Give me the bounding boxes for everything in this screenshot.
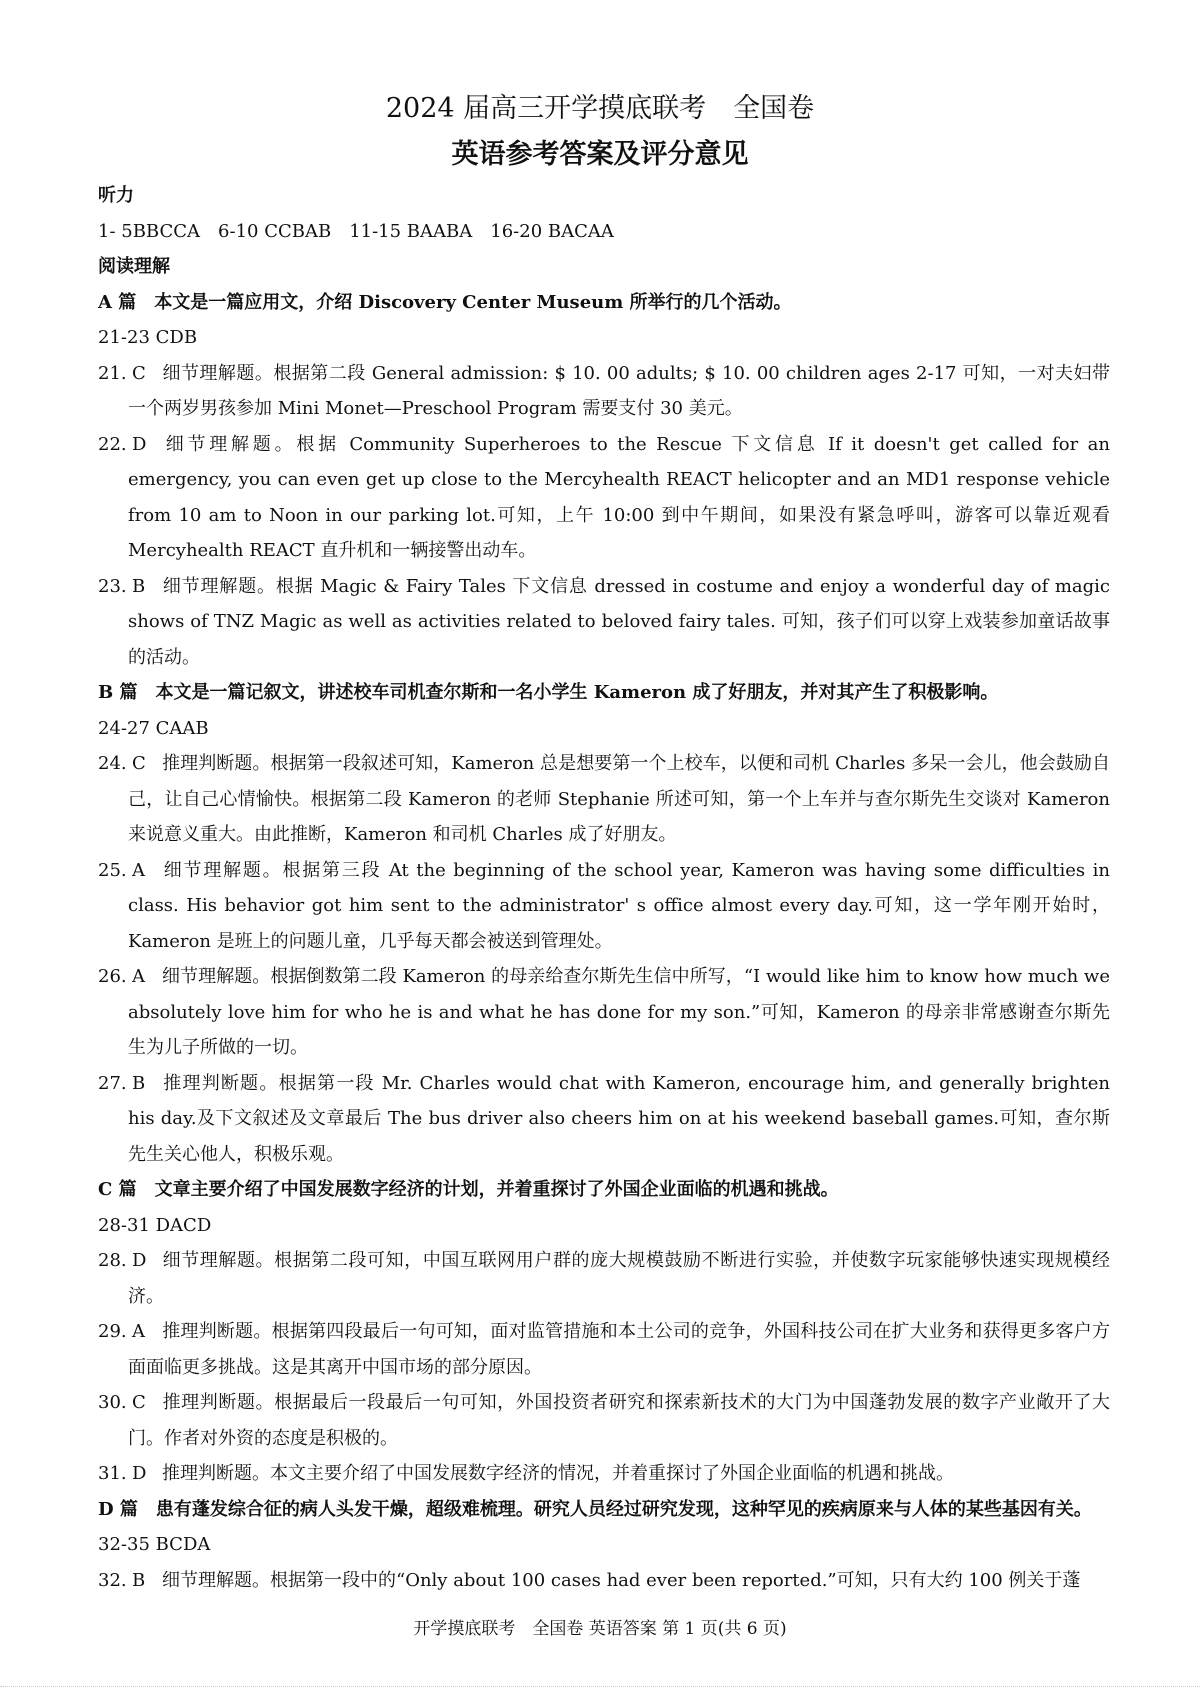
question-number: 26.: [98, 966, 127, 987]
answer-item-23: [98, 569, 1110, 676]
question-answer: A: [132, 859, 145, 881]
question-answer: D: [132, 1463, 147, 1484]
question-number: 29.: [98, 1321, 127, 1342]
question-number: 22.: [98, 433, 127, 455]
listening-answers: 1- 5BBCCA 6-10 CCBAB 11-15 BAABA 16-20 BACAA: [98, 220, 614, 242]
question-number: 25.: [98, 859, 127, 881]
answer-explanation: 推理判断题。根据第四段最后一句可知，面对监管措施和本土公司的竞争，外国科技公司在扩大业务和获得更多客户方面面临更多挑战。这是其离开中国市场的部分原因。: [128, 1321, 1110, 1378]
question-answer: C: [132, 1392, 146, 1413]
answer-explanation: 推理判断题。根据第一段叙述可知，Kameron 总是想要第一个上校车，以便和司机 Charles 多呆一会儿，他会鼓励自己，让自己心情愉快。根据第二段 Kameron 的老师 Stephanie 所述可知，第一个上车并与查尔斯先生交谈对 Kameron 来说意义重大。由此推断，Kameron 和司机 Charles 成了好朋友。: [128, 753, 1110, 845]
question-answer: D: [132, 433, 147, 455]
question-number: 23.: [98, 575, 127, 597]
answer-item-26: [98, 959, 1110, 1066]
answer-item-21: [98, 356, 1110, 427]
page-title: 2024 届高三开学摸底联考 全国卷: [385, 93, 815, 124]
answer-item-32: [98, 1563, 1110, 1599]
answer-explanation: 细节理解题。根据倒数第二段 Kameron 的母亲给查尔斯先生信中所写，“I would like him to know how much we absolutely love him for who he is and what he has done for my son.”可知，Kameron 的母亲非常感谢查尔斯先生为儿子所做的一切。: [128, 966, 1110, 1058]
answer-explanation: 细节理解题。根据 Magic & Fairy Tales 下文信息 dressed in costume and enjoy a wonderful day of magic shows of TNZ Magic as well as activities related to beloved fairy tales. 可知，孩子们可以穿上戏装参加童话故事的活动。: [128, 575, 1111, 668]
divider: [0, 1686, 1200, 1688]
question-answer: A: [132, 1321, 145, 1342]
question-number: 30.: [98, 1392, 127, 1413]
question-answer: B: [132, 1072, 146, 1094]
answer-item-29: [98, 1314, 1110, 1385]
section-heading-listening: 听力: [98, 185, 134, 206]
answer-explanation: 推理判断题。本文主要介绍了中国发展数字经济的情况，并着重探讨了外国企业面临的机遇和挑战。: [162, 1463, 954, 1484]
section-heading-reading: 阅读理解: [98, 256, 170, 277]
answer-item-24: [98, 746, 1110, 853]
passage-b-intro: B 篇 本文是一篇记叙文，讲述校车司机查尔斯和一名小学生 Kameron 成了好朋友，并对其产生了积极影响。: [98, 682, 999, 703]
answer-explanation: 细节理解题。根据第三段 At the beginning of the school year, Kameron was having some difficulties in class. His behavior got him sent to the administrator' s office almost every day.可知，这一学年刚开始时，Kameron 是班上的问题儿童，几乎每天都会被送到管理处。: [128, 859, 1110, 952]
answer-item-31: [98, 1456, 1110, 1492]
answer-item-27: [98, 1066, 1110, 1173]
answer-explanation: 推理判断题。根据最后一段最后一句可知，外国投资者研究和探索新技术的大门为中国蓬勃发展的数字产业敞开了大门。作者对外资的态度是积极的。: [128, 1392, 1110, 1449]
answer-explanation: 细节理解题。根据第二段 General admission: $ 10. 00 adults; $ 10. 00 children ages 2-17 可知，一对夫妇带一个两岁男孩参加 Mini Monet—Preschool Program 需要支付 30 美元。: [128, 362, 1110, 419]
question-answer: B: [132, 575, 146, 597]
passage-c-intro: C 篇 文章主要介绍了中国发展数字经济的计划，并着重探讨了外国企业面临的机遇和挑战。: [98, 1179, 839, 1200]
answer-item-30: [98, 1385, 1110, 1456]
question-number: 21.: [98, 362, 127, 384]
question-number: 27.: [98, 1072, 127, 1094]
document-body: [98, 178, 1110, 1598]
question-number: 32.: [98, 1569, 127, 1591]
passage-c-range: 28-31 DACD: [98, 1214, 212, 1236]
question-answer: D: [132, 1250, 147, 1271]
answer-explanation: 细节理解题。根据第一段中的“Only about 100 cases had ever been reported.”可知，只有大约 100 例关于蓬: [162, 1569, 1081, 1591]
passage-a-intro: A 篇 本文是一篇应用文，介绍 Discovery Center Museum 所举行的几个活动。: [98, 291, 792, 313]
passage-d-range: 32-35 BCDA: [98, 1534, 211, 1555]
answer-explanation: 细节理解题。根据 Community Superheroes to the Rescue 下文信息 If it doesn't get called for an emergency, you can even get up close to the Mercyhealth REACT helicopter and an MD1 response vehicle from 10 am to Noon in our parking lot.可知，上午 10:00 到中午期间，如果没有紧急呼叫，游客可以靠近观看 Mercyhealth REACT 直升机和一辆接警出动车。: [128, 433, 1110, 561]
question-number: 28.: [98, 1250, 127, 1271]
page-footer: 开学摸底联考 全国卷 英语答案 第 1 页(共 6 页): [413, 1619, 787, 1639]
question-answer: C: [132, 362, 146, 384]
question-number: 24.: [98, 753, 127, 774]
passage-a-range: 21-23 CDB: [98, 327, 198, 348]
answer-item-22: [98, 427, 1110, 569]
passage-b-range: 24-27 CAAB: [98, 717, 209, 739]
answer-item-28: [98, 1243, 1110, 1314]
answer-item-25: [98, 853, 1110, 960]
question-answer: A: [132, 966, 145, 987]
answer-explanation: 推理判断题。根据第一段 Mr. Charles would chat with Kameron, encourage him, and generally brighten his day.及下文叙述及文章最后 The bus driver also cheers him on at his weekend baseball games.可知，查尔斯先生关心他人，积极乐观。: [128, 1072, 1110, 1165]
question-number: 31.: [98, 1463, 127, 1484]
question-answer: C: [132, 753, 146, 774]
question-answer: B: [132, 1569, 146, 1591]
answer-explanation: 细节理解题。根据第二段可知，中国互联网用户群的庞大规模鼓励不断进行实验，并使数字玩家能够快速实现规模经济。: [128, 1250, 1110, 1307]
passage-d-intro: D 篇 患有蓬发综合征的病人头发干燥，超级难梳理。研究人员经过研究发现，这种罕见的疾病原来与人体的某些基因有关。: [98, 1498, 1092, 1520]
page-subtitle: 英语参考答案及评分意见: [451, 139, 749, 170]
